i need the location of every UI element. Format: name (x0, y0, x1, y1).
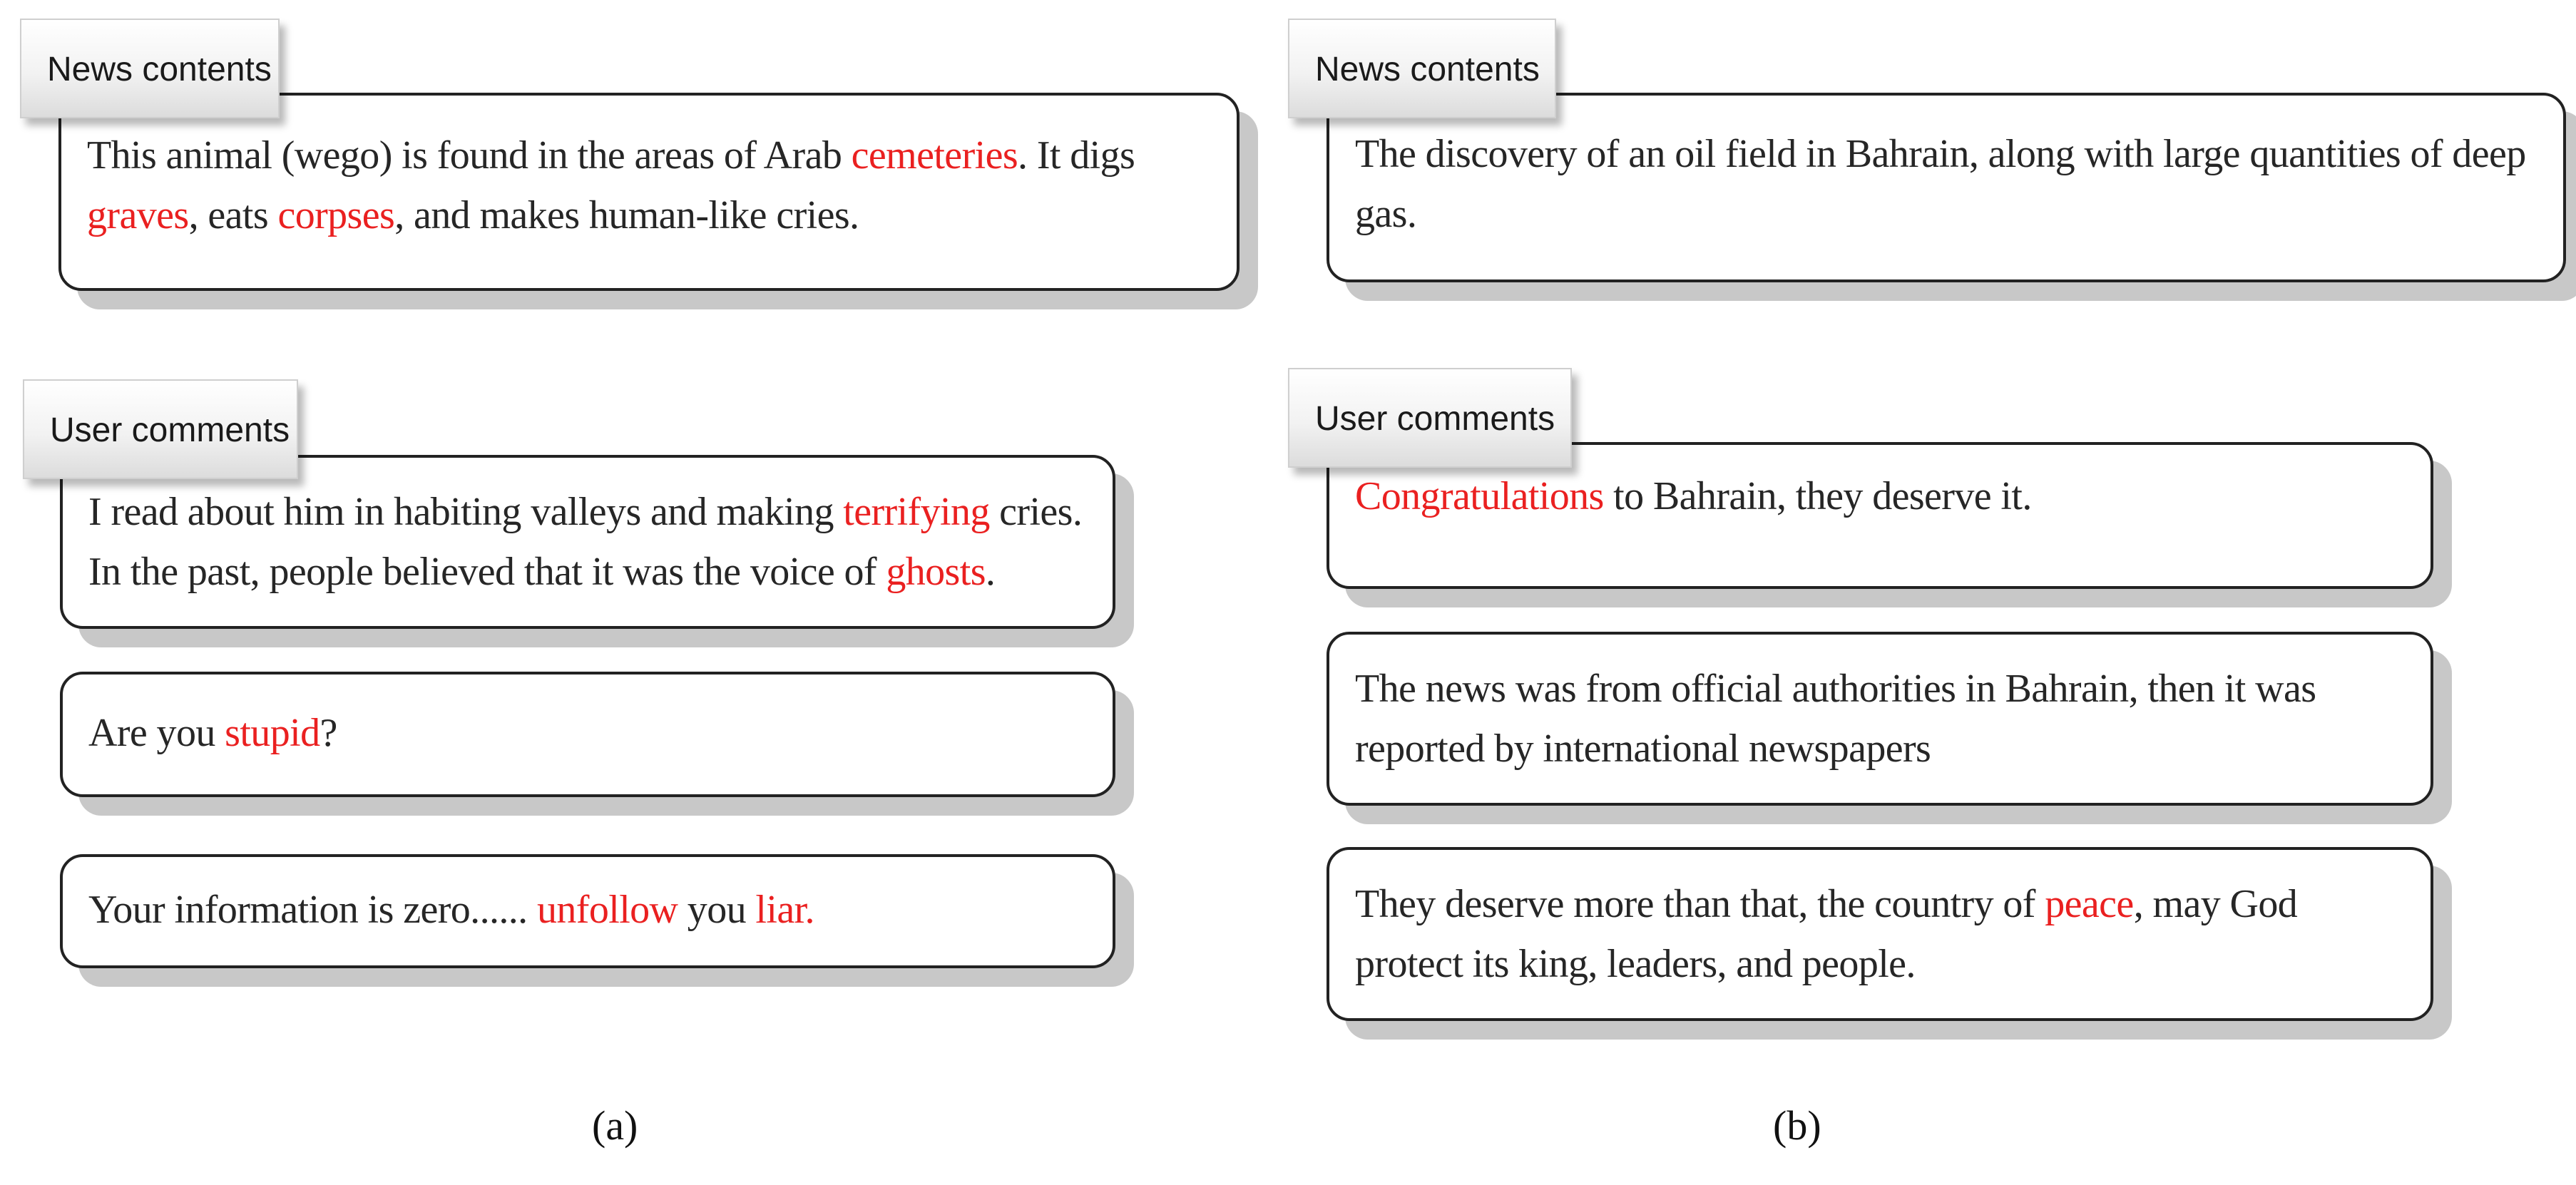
comment-text (88, 490, 1082, 594)
comment-text (88, 888, 814, 932)
text-run: I read about him in habiting valleys and making (88, 490, 844, 534)
news-contents-tab: News contents (20, 19, 280, 118)
news-text (1355, 132, 2526, 236)
text-run: Your information is zero...... (88, 888, 537, 932)
panel-caption: (b) (1773, 1102, 1821, 1149)
user-comments-tab: User comments (23, 379, 298, 479)
comment-text (88, 711, 337, 755)
text-run: They deserve more than that, the country of (1355, 882, 2045, 926)
panel-caption: (a) (592, 1102, 638, 1149)
text-run: . (985, 550, 996, 594)
news-content-box (1327, 93, 2566, 282)
text-run: cries. In the past, people believed that it was the voice of (88, 490, 1083, 594)
text-run: , and makes human-like cries. (394, 193, 859, 237)
panel-b (1288, 0, 2576, 1185)
text-run: . It digs (1018, 133, 1135, 178)
comment-text (1355, 474, 2032, 518)
news-text (87, 133, 1135, 237)
comment-box (1327, 847, 2433, 1021)
comment-box (1327, 632, 2433, 806)
news-content-box (58, 93, 1240, 291)
text-run: This animal (wego) is found in the areas of Arab (87, 133, 852, 178)
text-run: The discovery of an oil field in Bahrain, along with large quantities of deep gas. (1355, 132, 2526, 236)
text-run: you (678, 888, 756, 932)
comment-text (1355, 667, 2316, 771)
highlighted-word: peace (2045, 882, 2134, 926)
text-run: The news was from official authorities in Bahrain, then it was reported by international newspapers (1355, 667, 2316, 771)
news-contents-tab: News contents (1288, 19, 1556, 118)
highlighted-word: cemeteries (851, 133, 1018, 178)
highlighted-word: terrifying (843, 490, 990, 534)
highlighted-word: liar. (755, 888, 814, 932)
highlighted-word: unfollow (536, 888, 678, 932)
comment-box (60, 672, 1115, 797)
comment-text (1355, 882, 2297, 986)
text-run: ? (320, 711, 337, 755)
comment-box (60, 854, 1115, 968)
highlighted-word: stupid (225, 711, 320, 755)
user-comments-tab: User comments (1288, 368, 1572, 468)
highlighted-word: corpses (277, 193, 395, 237)
text-run: to Bahrain, they deserve it. (1603, 474, 2032, 518)
highlighted-word: ghosts (886, 550, 986, 594)
highlighted-word: graves (87, 193, 189, 237)
text-run: , eats (188, 193, 278, 237)
comment-box (60, 455, 1115, 629)
text-run: Are you (88, 711, 225, 755)
text-run: , may God protect its king, leaders, and people. (1355, 882, 2298, 986)
highlighted-word: Congratulations (1355, 474, 1604, 518)
